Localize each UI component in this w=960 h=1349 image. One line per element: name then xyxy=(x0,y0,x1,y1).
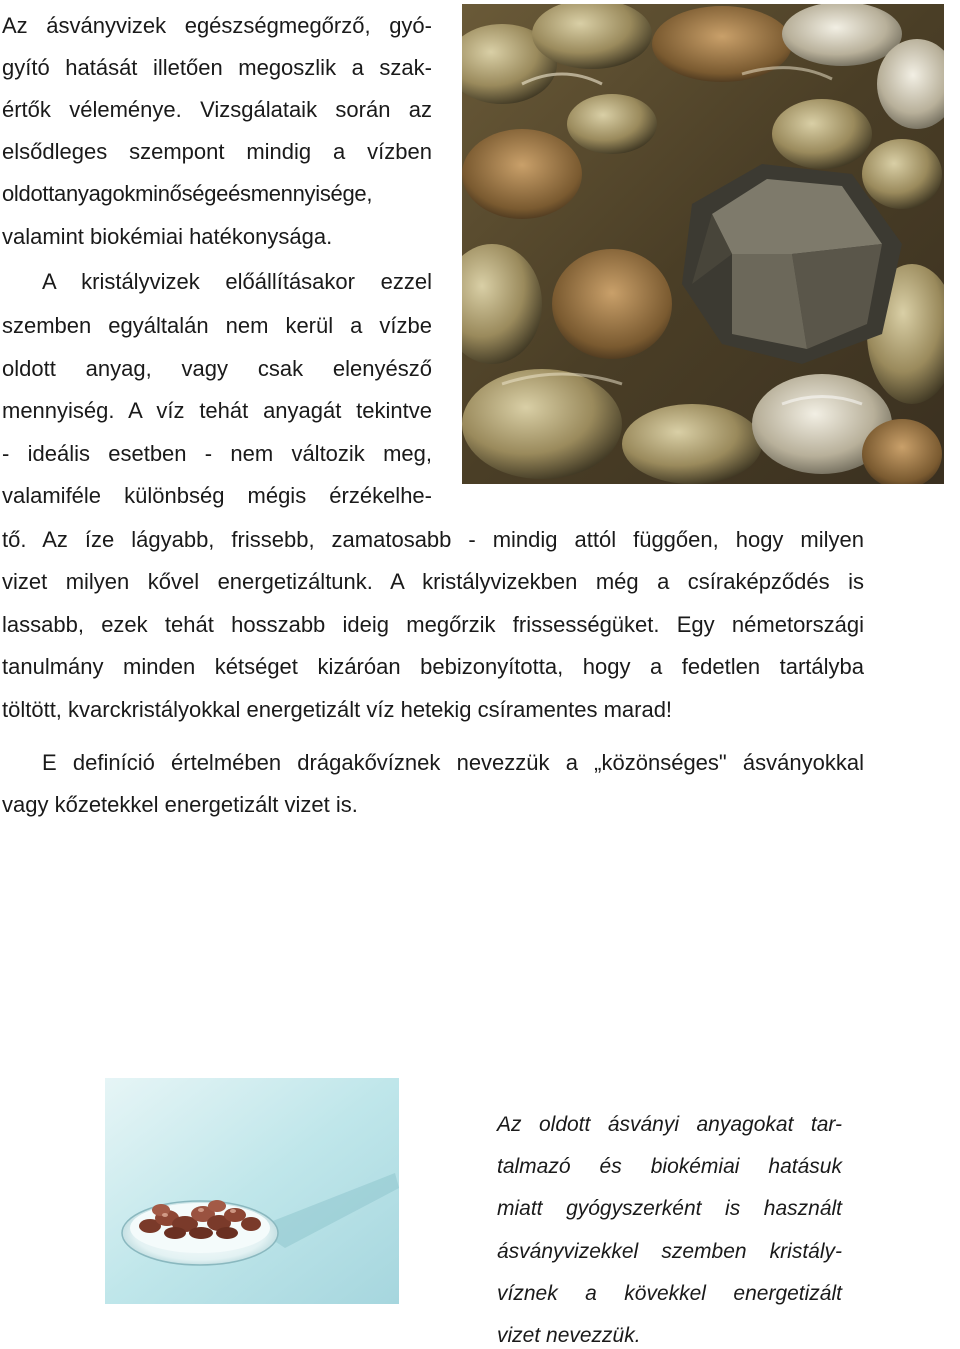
text-line: oldott anyag, vagy csak elenyésző xyxy=(2,356,432,381)
text-line: értők véleménye. Vizsgálataik során az xyxy=(2,97,432,122)
crystal-dish-photo xyxy=(105,1078,399,1304)
text-line: vagy kőzetekkel energetizált vizet is. xyxy=(2,792,358,817)
text-line: valamint biokémiai hatékonysága. xyxy=(2,224,333,249)
caption-line: ásványvizekkel szemben kristály- xyxy=(497,1240,842,1263)
text-line: lassabb, ezek tehát hosszabb ideig megőrzik frissességüket. Egy németországi xyxy=(2,612,864,637)
text-line: valamiféle különbség mégis érzékelhe- xyxy=(2,483,432,508)
text-line: mennyiség. A víz tehát anyagát tekintve xyxy=(2,398,432,423)
caption-line: miatt gyógyszerként is használt xyxy=(497,1197,842,1220)
text-line: - ideális esetben - nem változik meg, xyxy=(2,441,432,466)
text-line: elsődleges szempont mindig a vízben xyxy=(2,139,432,164)
text-line: gyító hatását illetően megoszlik a szak- xyxy=(2,55,432,80)
text-line: tő. Az íze lágyabb, frissebb, zamatosabb - mindig attól függően, hogy milyen xyxy=(2,527,864,552)
caption-line: Az oldott ásványi anyagokat tar- xyxy=(497,1113,842,1136)
text-line: Az ásványvizek egészségmegőrző, gyó- xyxy=(2,13,432,38)
text-line: tanulmány minden kétséget kizáróan bebizonyította, hogy a fedetlen tartályba xyxy=(2,654,864,679)
text-line: oldottanyagokminőségeésmennyisége, xyxy=(2,181,373,206)
text-line: E definíció értelmében drágakővíznek nevezzük a „közönséges" ásványokkal xyxy=(42,750,864,775)
text-line: töltött, kvarckristályokkal energetizált víz hetekig csíramentes marad! xyxy=(2,697,673,722)
stones-photo xyxy=(462,4,944,484)
text-line: A kristályvizek előállításakor ezzel xyxy=(42,269,432,294)
text-line: vizet milyen kővel energetizáltunk. A kristályvizekben még a csíraképződés is xyxy=(2,569,864,594)
stones-illustration xyxy=(462,4,944,484)
caption-line: víznek a kövekkel energetizált xyxy=(497,1282,842,1305)
text-line: szemben egyáltalán nem kerül a vízbe xyxy=(2,313,432,338)
crystal-dish-illustration xyxy=(105,1078,399,1304)
caption-line: vizet nevezzük. xyxy=(497,1324,641,1347)
caption-line: talmazó és biokémiai hatásuk xyxy=(497,1155,842,1178)
